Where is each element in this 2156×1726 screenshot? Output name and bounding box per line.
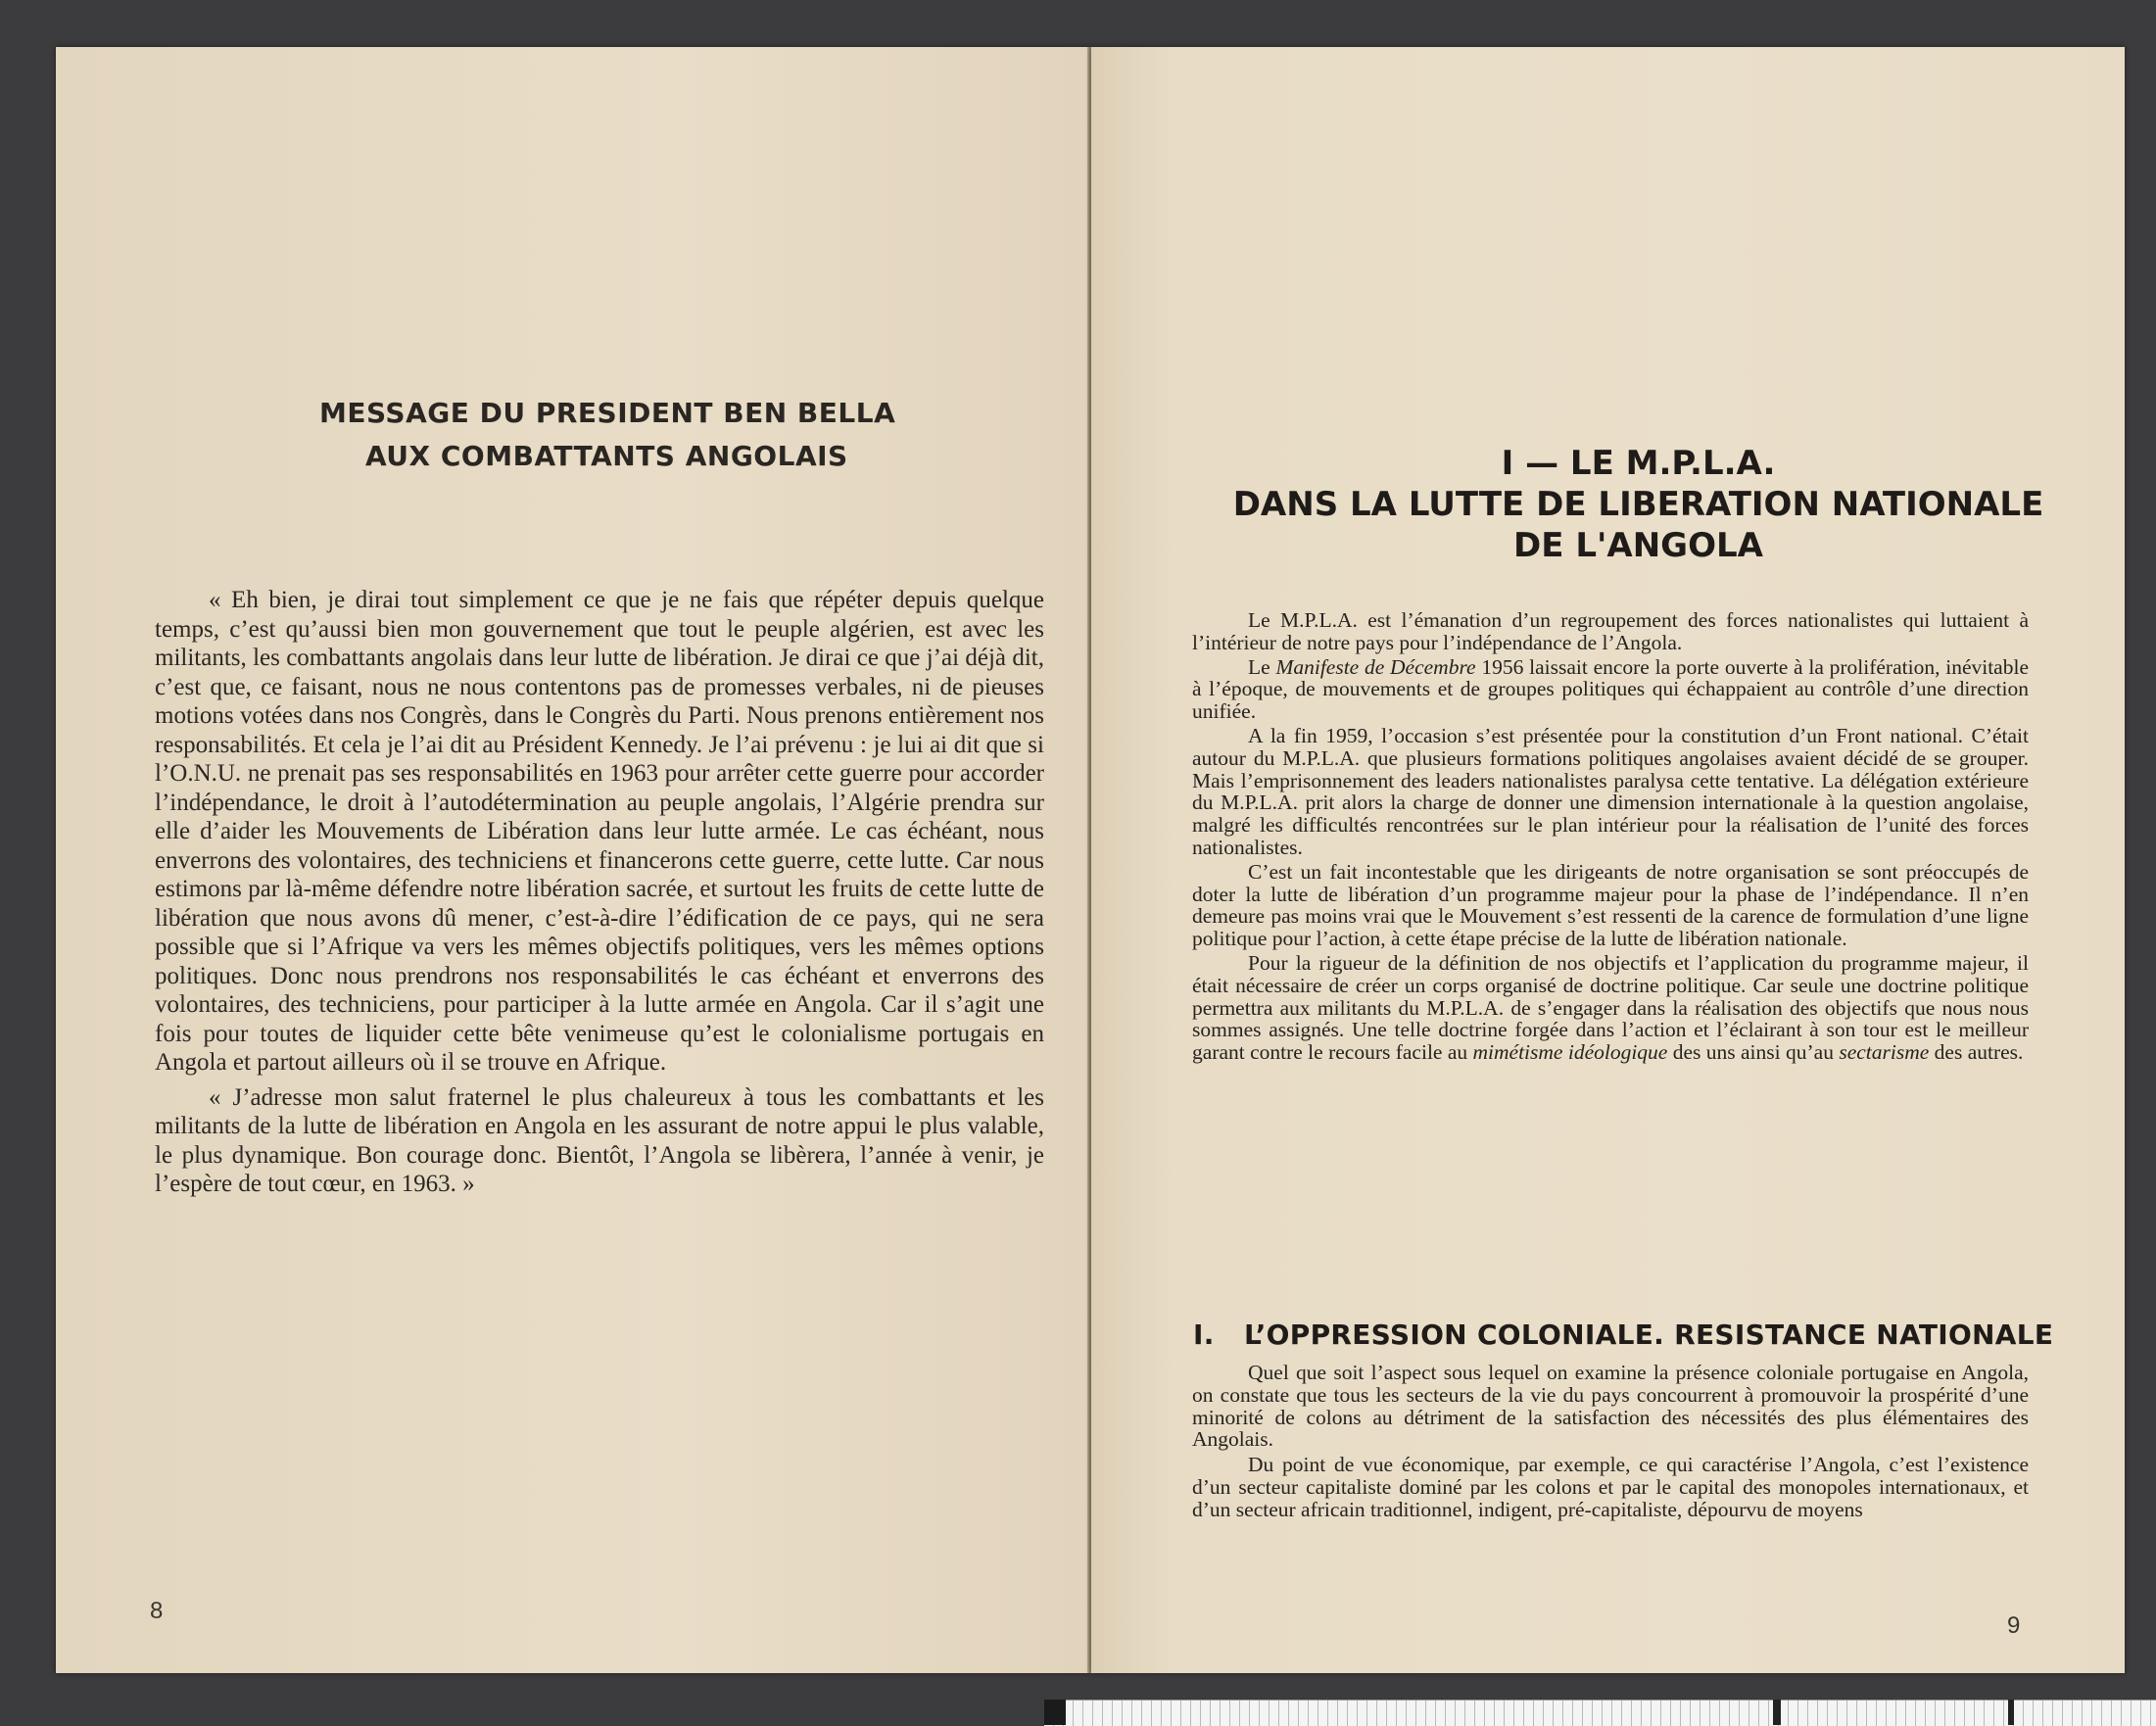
paragraph: A la fin 1959, l’occasion s’est présentée pour la constitution d’un Front national. C’était autour du M.P.L.A. que plusieurs formations politiques angolaises avaient décidé de se grouper. Mais l’emprisonnement des leaders nationalistes paralysa cette tentative. La délégation extérieure du M.P.L.A. prit alors la charge de donner une dimension internationale à la question angolaise, malgré les difficultés rencontrées sur le plan intérieur pour la réalisation de l’unité des forces nationalistes. [1192,723,2029,859]
paragraph: Du point de vue économique, par exemple, ce qui caractérise l’Angola, c’est l’existence d’un secteur capitaliste dominé par les colons et par le capital des monopoles internationaux, et d’un secteur africain traditionnel, indigent, pré-capitaliste, dépourvu de moyens [1192,1453,2029,1521]
section-number: I. [1193,1318,1215,1351]
paragraph: Quel que soit l’aspect sous lequel on examine la présence coloniale portugaise en Angola, on constate que tous les secteurs de la vie du pays concourrent à promouvoir la prospérité d’une minorité de colons au détriment de la satisfaction des nécessités des plus élémentaires des Angolais. [1192,1361,2029,1452]
section-body [1192,1362,2029,1524]
heading-line: MESSAGE DU PRESIDENT BEN BELLA [319,397,896,429]
paragraph [1192,952,2029,1064]
italic-term: mimétisme idéologique [1472,1040,1668,1065]
left-page-body [155,586,1044,1205]
page-number: 9 [2007,1612,2021,1639]
text-run: 1956 laissait encore la porte ouverte à la prolifération, inévitable à l’époque, de mouvements et de groupes politiques qui échappaient au contrôle d’une direction unifiée. [1192,654,2029,724]
text-run: Le [1248,654,1276,679]
scale-ruler [1044,1700,2156,1726]
section-heading [1193,1318,2053,1351]
page-number: 8 [150,1598,164,1624]
text-run: Pour la rigueur de la définition de nos objectifs et l’application du programme majeur, il était nécessaire de créer un corps organisé de doctrine politique. Car seule une doctrine politique permettra aux militants du M.P.L.A. de s’engager dans la réalisation des objectifs que nous nous sommes assignés. Une telle doctrine forgée dans l’action et l’éclairant à son tour est le meilleur garant contre le recours facile au [1192,950,2029,1065]
paragraph: « J’adresse mon salut fraternel le plus chaleureux à tous les combattants et les militants de la lutte de libération en Angola en les assurant de notre appui le plus valable, le plus dynamique. Bon courage donc. Bientôt, l’Angola se libèrera, l’année à venir, je l’espère de tout cœur, en 1963. » [155,1083,1044,1197]
italic-title: Manifeste de Décembre [1275,654,1476,679]
right-page-heading [1091,443,2125,566]
paragraph: Le M.P.L.A. est l’émanation d’un regroupement des forces nationalistes qui luttaient à l’intérieur de notre pays pour l’indépendance de l’Angola. [1192,608,2029,654]
paragraph [1192,656,2029,723]
italic-term: sectarisme [1839,1040,1930,1065]
ruler-mark [1773,1700,1781,1725]
left-page [56,47,1089,1673]
heading-line: DANS LA LUTTE DE LIBERATION NATIONALE [1232,485,2044,524]
section-title: L’OPPRESSION COLONIALE. RESISTANCE NATIONALE [1244,1318,2054,1351]
right-page [1091,47,2125,1673]
heading-line: DE L'ANGOLA [1513,526,1763,565]
text-run: des uns ainsi qu’au [1667,1040,1840,1065]
text-run: des autres. [1929,1040,2024,1065]
ruler-end-block [1044,1700,1066,1725]
ruler-mark [2008,1700,2014,1725]
right-page-body [1192,609,2029,1066]
heading-line: AUX COMBATTANTS ANGOLAIS [365,440,848,472]
paragraph: C’est un fait incontestable que les dirigeants de notre organisation se sont préoccupés de doter la lutte de libération d’un programme majeur pour la phase de l’indépendance. Il n’en demeure pas moins vrai que le Mouvement s’est ressenti de la carence de formulation d’une ligne politique pour l’action, à cette étape précise de la lutte de libération nationale. [1192,859,2029,951]
heading-line: I — LE M.P.L.A. [1501,444,1776,483]
left-page-heading [56,392,1089,478]
paragraph: « Eh bien, je dirai tout simplement ce que je ne fais que répéter depuis quelque temps, c’est qu’aussi bien mon gouvernement que tout le peuple algérien, est avec les militants, les combattants angolais dans leur lutte de libération. Je dirai ce que j’ai déjà dit, c’est que, ce faisant, nous ne nous contentons pas de promesses verbales, ni de pieuses motions votées dans nos Congrès, dans le Congrès du Parti. Nous prenons entièrement nos responsabilités. Et cela je l’ai dit au Président Kennedy. Je l’ai prévenu : je lui ai dit que si l’O.N.U. ne prenait pas ses responsabilités en 1963 pour arrêter cette guerre pour accorder l’indépendance, le droit à l’autodétermination au peuple angolais, l’Algérie prendra sur elle d’aider les Mouvements de Libération dans leur lutte armée. Le cas échéant, nous enverrons des volontaires, des techniciens et financerons cette guerre, cette lutte. Car nous estimons par là-même défendre notre libération sacrée, et surtout les fruits de cette lutte de libération que nous avons dû mener, c’est-à-dire l’édification de ce pays, qui ne sera possible que si l’Afrique va vers les mêmes objectifs politiques, vers les mêmes options politiques. Donc nous prendrons nos responsabilités le cas échéant et enverrons des volontaires, des techniciens, pour participer à la lutte armée en Angola. Car il s’agit une fois pour toutes de liquider cette bête venimeuse qu’est le colonialisme portugais en Angola et partout ailleurs où il se trouve en Afrique. [155,587,1044,1076]
